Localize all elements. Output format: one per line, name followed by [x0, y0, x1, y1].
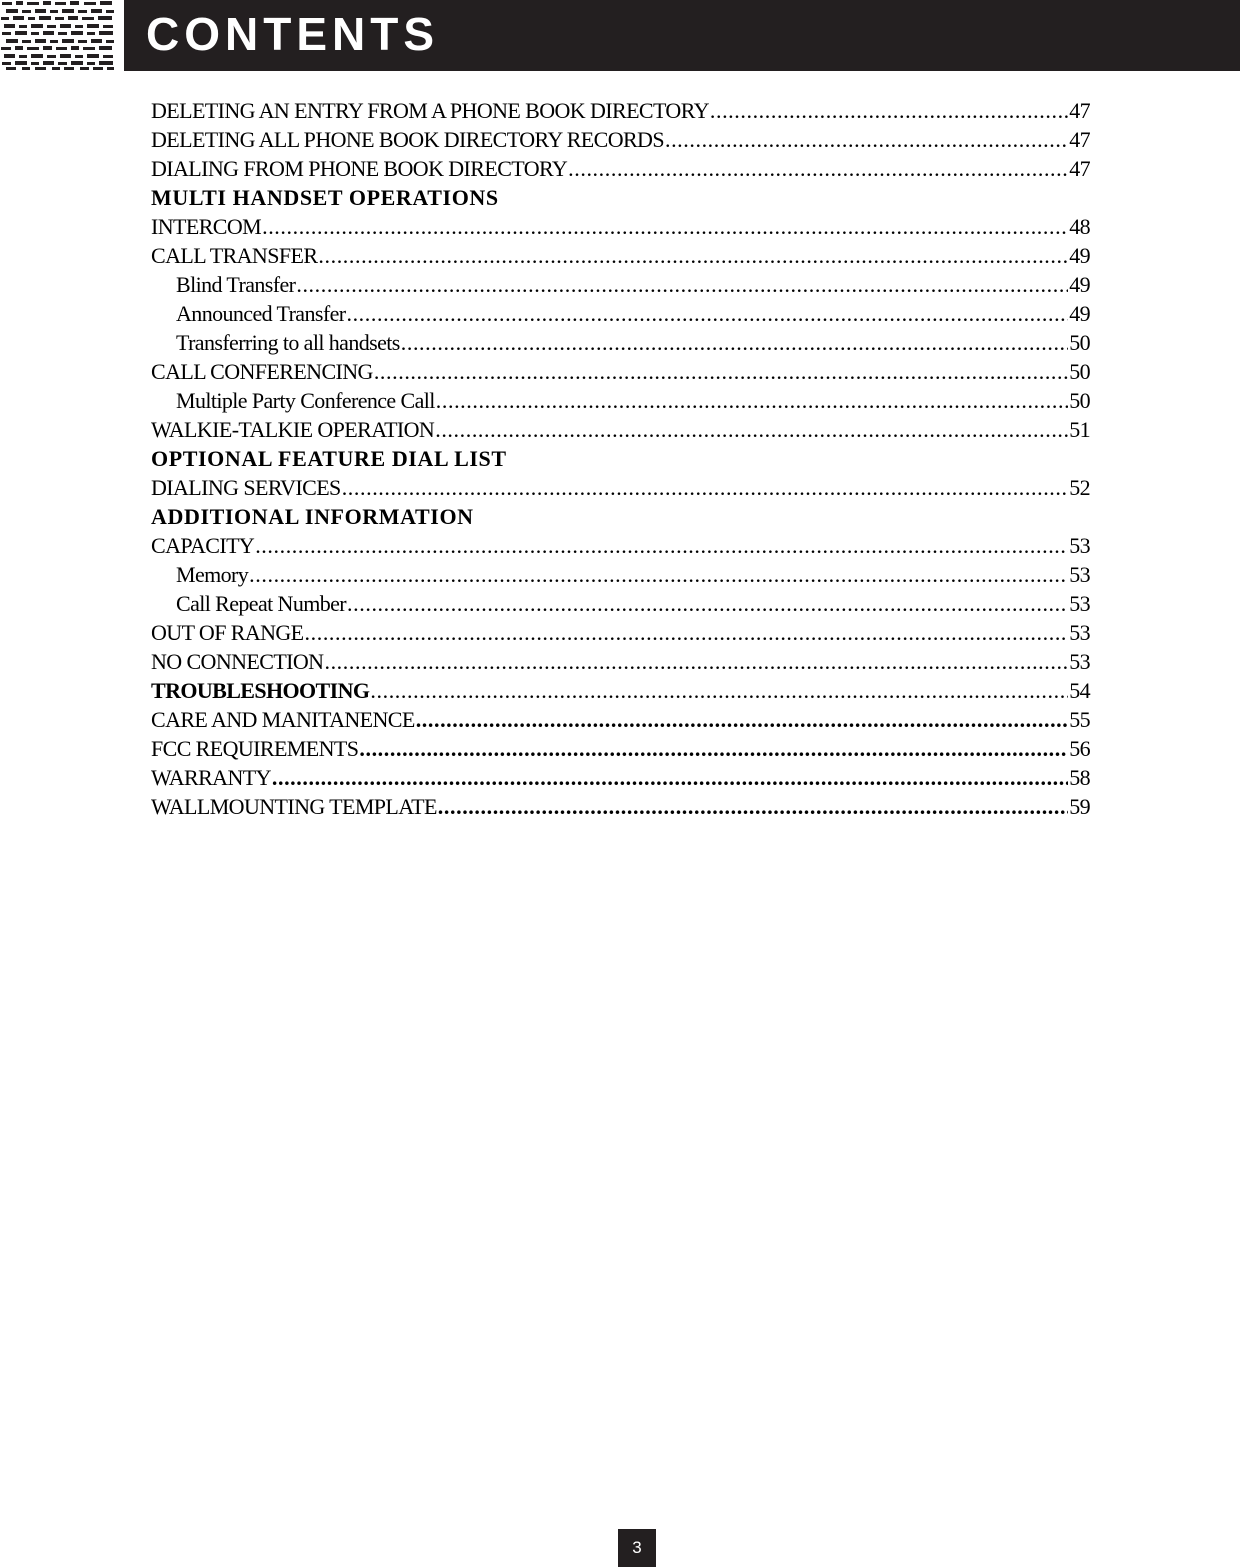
toc-entry-label: WALLMOUNTING TEMPLATE [151, 794, 437, 819]
toc-leader-dots [249, 560, 1068, 589]
toc-page-number: 53 [1069, 533, 1090, 558]
toc-leader-dots [359, 734, 1068, 763]
toc-leader-dots [416, 705, 1069, 734]
toc-page-number: 56 [1069, 736, 1090, 761]
toc-page-number: 49 [1069, 301, 1090, 326]
toc-leader-dots [342, 473, 1068, 502]
toc-leader-dots [305, 618, 1069, 647]
toc-leader-dots [710, 96, 1068, 125]
toc-leader-dots [255, 531, 1068, 560]
toc-entry[interactable] [151, 415, 1090, 444]
toc-page-number: 53 [1069, 649, 1090, 674]
toc-entry-label: OUT OF RANGE [151, 620, 304, 645]
toc-entry-label: DIALING FROM PHONE BOOK DIRECTORY [151, 156, 568, 181]
toc-section-heading [151, 444, 1090, 473]
toc-entry-label: FCC REQUIREMENTS [151, 736, 359, 761]
toc-entry[interactable] [151, 96, 1090, 125]
toc-page-number: 50 [1069, 330, 1090, 355]
toc-page-number: 52 [1069, 475, 1090, 500]
toc-page-number: 49 [1069, 243, 1090, 268]
toc-page-number: 48 [1069, 214, 1090, 239]
toc-entry-label: Call Repeat Number [176, 591, 347, 616]
toc-page-number: 47 [1069, 156, 1090, 181]
toc-leader-dots [435, 415, 1068, 444]
toc-entry[interactable] [151, 763, 1090, 792]
toc-entry-label: Announced Transfer [176, 301, 346, 326]
toc-entry[interactable] [151, 154, 1090, 183]
toc-page-number: 50 [1069, 359, 1090, 384]
toc-entry-label: INTERCOM [151, 214, 262, 239]
toc-leader-dots [568, 154, 1068, 183]
toc-leader-dots [401, 328, 1068, 357]
toc-entry[interactable] [151, 705, 1090, 734]
toc-entry[interactable] [151, 212, 1090, 241]
header-bar [124, 0, 1240, 71]
toc-section-heading [151, 502, 1090, 531]
toc-page-number: 49 [1069, 272, 1090, 297]
toc-page-number: 58 [1069, 765, 1090, 790]
toc-page-number: 53 [1069, 620, 1090, 645]
toc-entry[interactable] [151, 270, 1090, 299]
toc-page-number: 54 [1069, 678, 1090, 703]
toc-page-number: 47 [1069, 98, 1090, 123]
toc-entry[interactable] [151, 125, 1090, 154]
header-pattern-graphic [0, 0, 116, 71]
toc-page-number: 50 [1069, 388, 1090, 413]
toc-entry-label: Blind Transfer [176, 272, 296, 297]
toc-entry-label: DELETING AN ENTRY FROM A PHONE BOOK DIRECTORY [151, 98, 709, 123]
toc-entry[interactable] [151, 473, 1090, 502]
toc-entry-label: CALL CONFERENCING [151, 359, 373, 384]
toc-leader-dots [665, 125, 1068, 154]
toc-page-number: 55 [1069, 707, 1090, 732]
toc-entry-label: Memory [176, 562, 249, 587]
toc-entry-label: WARRANTY [151, 765, 271, 790]
toc-entry-label: Transferring to all handsets [176, 330, 400, 355]
toc-entry-label: OPTIONAL FEATURE DIAL LIST [151, 446, 507, 471]
toc-entry-label: CAPACITY [151, 533, 255, 558]
toc-entry[interactable] [151, 792, 1090, 821]
page-number: 3 [618, 1529, 656, 1567]
toc-entry[interactable] [151, 531, 1090, 560]
toc-leader-dots [272, 763, 1068, 792]
toc-leader-dots [346, 299, 1068, 328]
toc-entry[interactable] [151, 328, 1090, 357]
toc-entry-label: NO CONNECTION [151, 649, 324, 674]
toc-entry-label: Multiple Party Conference Call [176, 388, 435, 413]
toc-leader-dots [436, 386, 1068, 415]
toc-entry-label: DELETING ALL PHONE BOOK DIRECTORY RECORDS [151, 127, 664, 152]
toc-leader-dots [262, 212, 1068, 241]
toc-entry[interactable] [151, 676, 1090, 705]
toc-page-number: 59 [1069, 794, 1090, 819]
toc-entry[interactable] [151, 357, 1090, 386]
toc-entry-label: ADDITIONAL INFORMATION [151, 504, 474, 529]
toc-leader-dots [374, 357, 1068, 386]
toc-section-heading [151, 183, 1090, 212]
toc-leader-dots [296, 270, 1068, 299]
toc-entry-label: CARE AND MANITANENCE [151, 707, 415, 732]
page-title: CONTENTS [146, 8, 439, 60]
toc-leader-dots [438, 792, 1068, 821]
toc-entry[interactable] [151, 647, 1090, 676]
toc-entry[interactable] [151, 386, 1090, 415]
toc-leader-dots [324, 647, 1068, 676]
toc-entry-label: WALKIE-TALKIE OPERATION [151, 417, 435, 442]
toc-entry-label: MULTI HANDSET OPERATIONS [151, 185, 499, 210]
toc-leader-dots [370, 676, 1068, 705]
toc-page-number: 51 [1069, 417, 1090, 442]
toc-entry[interactable] [151, 589, 1090, 618]
toc-entry-label: TROUBLESHOOTING [151, 678, 370, 703]
toc-entry-label: DIALING SERVICES [151, 475, 341, 500]
toc-entry[interactable] [151, 241, 1090, 270]
toc-entry[interactable] [151, 734, 1090, 763]
toc-page-number: 53 [1069, 562, 1090, 587]
table-of-contents [151, 96, 1090, 821]
toc-leader-dots [318, 241, 1068, 270]
toc-entry[interactable] [151, 618, 1090, 647]
toc-page-number: 47 [1069, 127, 1090, 152]
toc-entry[interactable] [151, 299, 1090, 328]
toc-entry[interactable] [151, 560, 1090, 589]
toc-entry-label: CALL TRANSFER [151, 243, 318, 268]
toc-leader-dots [347, 589, 1068, 618]
toc-page-number: 53 [1069, 591, 1090, 616]
